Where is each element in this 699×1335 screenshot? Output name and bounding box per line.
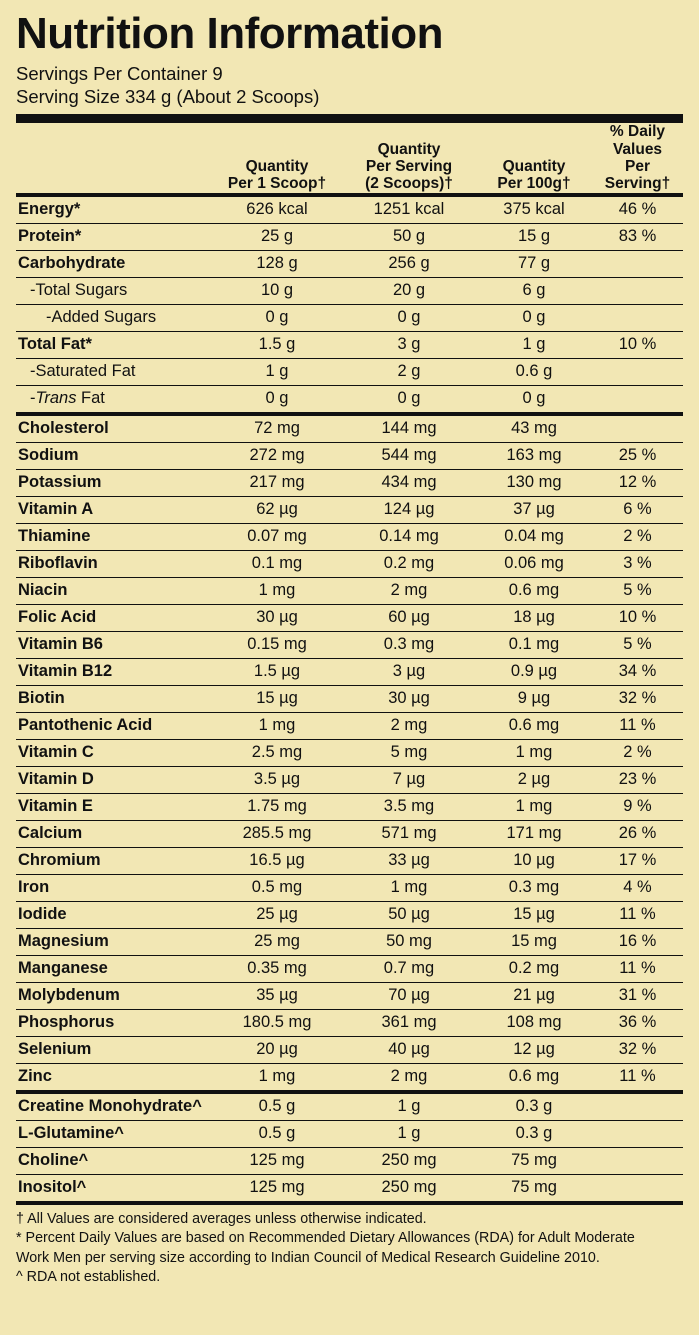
nutrient-name: Energy* xyxy=(16,195,212,224)
table-row xyxy=(16,820,683,847)
table-row xyxy=(16,739,683,766)
value-per-serving: 50 mg xyxy=(342,928,476,955)
nutrient-name: Riboflavin xyxy=(16,550,212,577)
value-per-100g: 15 g xyxy=(476,223,592,250)
value-per-100g: 75 mg xyxy=(476,1147,592,1174)
table-row xyxy=(16,631,683,658)
nutrient-name: Choline^ xyxy=(16,1147,212,1174)
value-per-scoop: 272 mg xyxy=(212,442,342,469)
value-per-scoop: 1.5 g xyxy=(212,331,342,358)
value-per-serving: 3 g xyxy=(342,331,476,358)
table-row xyxy=(16,1147,683,1174)
value-daily-percent: 5 % xyxy=(592,631,683,658)
nutrient-name: -Added Sugars xyxy=(16,304,212,331)
value-per-scoop: 25 µg xyxy=(212,901,342,928)
value-daily-percent: 5 % xyxy=(592,577,683,604)
serving-size: Serving Size 334 g (About 2 Scoops) xyxy=(16,86,320,108)
value-daily-percent: 36 % xyxy=(592,1009,683,1036)
value-per-scoop: 72 mg xyxy=(212,414,342,443)
footnote-dagger: † All Values are considered averages unless otherwise indicated. xyxy=(16,1210,427,1227)
table-row xyxy=(16,1063,683,1092)
nutrient-name: Selenium xyxy=(16,1036,212,1063)
table-row xyxy=(16,550,683,577)
table-row xyxy=(16,577,683,604)
nutrition-table xyxy=(16,123,683,1093)
value-per-serving: 33 µg xyxy=(342,847,476,874)
table-row xyxy=(16,847,683,874)
value-per-serving: 2 mg xyxy=(342,712,476,739)
nutrient-name: Pantothenic Acid xyxy=(16,712,212,739)
value-per-scoop: 62 µg xyxy=(212,496,342,523)
nutrient-name: Iron xyxy=(16,874,212,901)
table-row xyxy=(16,496,683,523)
value-per-serving: 1 g xyxy=(342,1120,476,1147)
table-row xyxy=(16,1009,683,1036)
value-daily-percent: 9 % xyxy=(592,793,683,820)
value-per-serving: 2 g xyxy=(342,358,476,385)
value-per-serving: 0.3 mg xyxy=(342,631,476,658)
value-per-scoop: 0 g xyxy=(212,385,342,414)
value-per-100g: 0.06 mg xyxy=(476,550,592,577)
value-daily-percent: 4 % xyxy=(592,874,683,901)
value-daily-percent: 16 % xyxy=(592,928,683,955)
value-daily-percent xyxy=(592,277,683,304)
value-daily-percent xyxy=(592,1094,683,1121)
nutrient-name: Carbohydrate xyxy=(16,250,212,277)
servings-per-container: Servings Per Container 9 xyxy=(16,63,223,84)
value-per-100g: 15 mg xyxy=(476,928,592,955)
table-row xyxy=(16,928,683,955)
column-header-per-100g: Quantity Per 100g† xyxy=(476,123,592,194)
value-per-scoop: 1 mg xyxy=(212,1063,342,1092)
value-per-serving: 7 µg xyxy=(342,766,476,793)
value-per-100g: 77 g xyxy=(476,250,592,277)
value-per-100g: 37 µg xyxy=(476,496,592,523)
value-daily-percent: 12 % xyxy=(592,469,683,496)
value-per-100g: 1 g xyxy=(476,331,592,358)
nutrient-name: Manganese xyxy=(16,955,212,982)
value-per-100g: 0.3 g xyxy=(476,1094,592,1121)
table-row xyxy=(16,874,683,901)
value-daily-percent: 10 % xyxy=(592,604,683,631)
value-daily-percent: 2 % xyxy=(592,523,683,550)
value-per-100g: 0.6 mg xyxy=(476,1063,592,1092)
nutrient-name: Vitamin C xyxy=(16,739,212,766)
table-row xyxy=(16,1120,683,1147)
page-title: Nutrition Information xyxy=(16,9,443,58)
value-daily-percent: 26 % xyxy=(592,820,683,847)
table-row xyxy=(16,223,683,250)
nutrient-name: -Saturated Fat xyxy=(16,358,212,385)
divider-top xyxy=(16,114,683,123)
value-per-100g: 1 mg xyxy=(476,739,592,766)
nutrient-name: Phosphorus xyxy=(16,1009,212,1036)
value-per-100g: 0.6 mg xyxy=(476,712,592,739)
footnote-asterisk-line2: Work Men per serving size according to Indian Council of Medical Research Guideline 2010. xyxy=(16,1249,600,1266)
value-per-serving: 2 mg xyxy=(342,1063,476,1092)
value-per-100g: 2 µg xyxy=(476,766,592,793)
value-per-serving: 124 µg xyxy=(342,496,476,523)
nutrient-name: Calcium xyxy=(16,820,212,847)
table-row xyxy=(16,442,683,469)
value-per-serving: 434 mg xyxy=(342,469,476,496)
nutrient-name: Vitamin A xyxy=(16,496,212,523)
value-per-100g: 6 g xyxy=(476,277,592,304)
value-daily-percent xyxy=(592,304,683,331)
value-per-100g: 0.3 mg xyxy=(476,874,592,901)
table-row xyxy=(16,469,683,496)
value-per-scoop: 16.5 µg xyxy=(212,847,342,874)
value-daily-percent: 46 % xyxy=(592,195,683,224)
value-per-100g: 0.6 g xyxy=(476,358,592,385)
table-row xyxy=(16,955,683,982)
value-per-scoop: 0.07 mg xyxy=(212,523,342,550)
value-per-scoop: 25 g xyxy=(212,223,342,250)
table-row xyxy=(16,1174,683,1203)
value-per-serving: 20 g xyxy=(342,277,476,304)
value-daily-percent xyxy=(592,1174,683,1203)
value-per-serving: 1 g xyxy=(342,1094,476,1121)
value-daily-percent: 11 % xyxy=(592,712,683,739)
table-row xyxy=(16,982,683,1009)
value-per-100g: 0.6 mg xyxy=(476,577,592,604)
table-row xyxy=(16,277,683,304)
value-daily-percent: 17 % xyxy=(592,847,683,874)
value-per-scoop: 10 g xyxy=(212,277,342,304)
value-daily-percent: 3 % xyxy=(592,550,683,577)
value-per-100g: 130 mg xyxy=(476,469,592,496)
value-per-scoop: 30 µg xyxy=(212,604,342,631)
value-daily-percent xyxy=(592,1147,683,1174)
value-per-scoop: 285.5 mg xyxy=(212,820,342,847)
nutrient-name: Creatine Monohydrate^ xyxy=(16,1094,212,1121)
table-row xyxy=(16,1094,683,1121)
value-per-serving: 0.14 mg xyxy=(342,523,476,550)
value-daily-percent xyxy=(592,250,683,277)
value-daily-percent: 10 % xyxy=(592,331,683,358)
value-per-serving: 50 g xyxy=(342,223,476,250)
nutrition-table-extra xyxy=(16,1094,683,1205)
value-per-scoop: 35 µg xyxy=(212,982,342,1009)
footnotes xyxy=(16,1205,683,1287)
table-row xyxy=(16,331,683,358)
table-row xyxy=(16,385,683,414)
value-per-serving: 5 mg xyxy=(342,739,476,766)
nutrient-name: Niacin xyxy=(16,577,212,604)
table-row xyxy=(16,250,683,277)
value-daily-percent: 32 % xyxy=(592,1036,683,1063)
column-header-per-serving: Quantity Per Serving (2 Scoops)† xyxy=(342,123,476,194)
value-per-serving: 60 µg xyxy=(342,604,476,631)
value-per-100g: 1 mg xyxy=(476,793,592,820)
column-header-daily-values: % Daily Values Per Serving† xyxy=(592,123,683,194)
nutrient-name: Vitamin E xyxy=(16,793,212,820)
value-per-scoop: 180.5 mg xyxy=(212,1009,342,1036)
value-per-100g: 10 µg xyxy=(476,847,592,874)
value-daily-percent xyxy=(592,358,683,385)
value-per-serving: 1 mg xyxy=(342,874,476,901)
value-per-100g: 18 µg xyxy=(476,604,592,631)
table-row xyxy=(16,358,683,385)
nutrient-name: Thiamine xyxy=(16,523,212,550)
value-daily-percent xyxy=(592,414,683,443)
nutrient-name: Sodium xyxy=(16,442,212,469)
value-per-100g: 108 mg xyxy=(476,1009,592,1036)
value-daily-percent: 34 % xyxy=(592,658,683,685)
value-per-100g: 0.2 mg xyxy=(476,955,592,982)
value-per-serving: 0.2 mg xyxy=(342,550,476,577)
value-daily-percent: 6 % xyxy=(592,496,683,523)
table-row xyxy=(16,195,683,224)
column-header-name xyxy=(16,123,212,194)
value-per-scoop: 0.15 mg xyxy=(212,631,342,658)
table-row xyxy=(16,901,683,928)
value-per-100g: 43 mg xyxy=(476,414,592,443)
nutrient-name: Protein* xyxy=(16,223,212,250)
value-per-serving: 571 mg xyxy=(342,820,476,847)
value-per-scoop: 626 kcal xyxy=(212,195,342,224)
footnote-caret: ^ RDA not established. xyxy=(16,1269,161,1286)
nutrient-name: Total Fat* xyxy=(16,331,212,358)
table-row xyxy=(16,793,683,820)
value-per-100g: 21 µg xyxy=(476,982,592,1009)
value-per-serving: 144 mg xyxy=(342,414,476,443)
nutrient-name: Molybdenum xyxy=(16,982,212,1009)
value-per-100g: 15 µg xyxy=(476,901,592,928)
value-per-scoop: 20 µg xyxy=(212,1036,342,1063)
value-per-scoop: 0.5 g xyxy=(212,1094,342,1121)
value-per-scoop: 0.35 mg xyxy=(212,955,342,982)
value-daily-percent: 25 % xyxy=(592,442,683,469)
value-per-100g: 375 kcal xyxy=(476,195,592,224)
footnote-asterisk-line1: * Percent Daily Values are based on Recommended Dietary Allowances (RDA) for Adult Moderate xyxy=(16,1230,635,1247)
value-per-100g: 0 g xyxy=(476,304,592,331)
table-row xyxy=(16,766,683,793)
value-per-scoop: 1 g xyxy=(212,358,342,385)
value-per-100g: 0.3 g xyxy=(476,1120,592,1147)
value-per-scoop: 125 mg xyxy=(212,1174,342,1203)
nutrient-name: Chromium xyxy=(16,847,212,874)
nutrient-name: Iodide xyxy=(16,901,212,928)
nutrient-name: Folic Acid xyxy=(16,604,212,631)
table-row xyxy=(16,604,683,631)
value-per-serving: 30 µg xyxy=(342,685,476,712)
value-per-serving: 0 g xyxy=(342,304,476,331)
nutrient-name: Inositol^ xyxy=(16,1174,212,1203)
value-daily-percent: 83 % xyxy=(592,223,683,250)
table-row xyxy=(16,1036,683,1063)
value-per-scoop: 217 mg xyxy=(212,469,342,496)
value-per-serving: 50 µg xyxy=(342,901,476,928)
column-header-per-scoop: Quantity Per 1 Scoop† xyxy=(212,123,342,194)
value-per-serving: 70 µg xyxy=(342,982,476,1009)
value-per-scoop: 128 g xyxy=(212,250,342,277)
nutrient-name: Magnesium xyxy=(16,928,212,955)
value-daily-percent xyxy=(592,385,683,414)
value-per-scoop: 15 µg xyxy=(212,685,342,712)
value-daily-percent xyxy=(592,1120,683,1147)
value-per-scoop: 3.5 µg xyxy=(212,766,342,793)
value-per-scoop: 1 mg xyxy=(212,577,342,604)
table-body-extra xyxy=(16,1094,683,1203)
value-per-scoop: 25 mg xyxy=(212,928,342,955)
table-row xyxy=(16,414,683,443)
value-per-100g: 0.9 µg xyxy=(476,658,592,685)
value-per-100g: 0 g xyxy=(476,385,592,414)
table-body-main xyxy=(16,195,683,1092)
value-daily-percent: 11 % xyxy=(592,1063,683,1092)
nutrient-name: Vitamin B6 xyxy=(16,631,212,658)
value-per-scoop: 1 mg xyxy=(212,712,342,739)
table-row xyxy=(16,523,683,550)
value-per-scoop: 1.5 µg xyxy=(212,658,342,685)
table-header xyxy=(16,123,683,194)
value-daily-percent: 11 % xyxy=(592,901,683,928)
value-per-serving: 544 mg xyxy=(342,442,476,469)
value-per-serving: 250 mg xyxy=(342,1147,476,1174)
value-per-scoop: 0.5 mg xyxy=(212,874,342,901)
nutrient-name: Vitamin D xyxy=(16,766,212,793)
nutrient-name: Vitamin B12 xyxy=(16,658,212,685)
value-per-scoop: 125 mg xyxy=(212,1147,342,1174)
value-daily-percent: 11 % xyxy=(592,955,683,982)
value-per-serving: 1251 kcal xyxy=(342,195,476,224)
value-per-serving: 2 mg xyxy=(342,577,476,604)
value-per-serving: 3 µg xyxy=(342,658,476,685)
value-per-scoop: 0.1 mg xyxy=(212,550,342,577)
value-per-scoop: 1.75 mg xyxy=(212,793,342,820)
table-row xyxy=(16,712,683,739)
value-per-100g: 9 µg xyxy=(476,685,592,712)
value-per-scoop: 0.5 g xyxy=(212,1120,342,1147)
table-row xyxy=(16,304,683,331)
nutrient-name: Potassium xyxy=(16,469,212,496)
value-per-serving: 250 mg xyxy=(342,1174,476,1203)
value-per-serving: 256 g xyxy=(342,250,476,277)
value-per-100g: 0.04 mg xyxy=(476,523,592,550)
value-daily-percent: 31 % xyxy=(592,982,683,1009)
nutrient-name: L-Glutamine^ xyxy=(16,1120,212,1147)
value-per-serving: 361 mg xyxy=(342,1009,476,1036)
value-per-100g: 171 mg xyxy=(476,820,592,847)
value-per-scoop: 0 g xyxy=(212,304,342,331)
value-daily-percent: 2 % xyxy=(592,739,683,766)
value-daily-percent: 23 % xyxy=(592,766,683,793)
value-per-serving: 40 µg xyxy=(342,1036,476,1063)
value-per-100g: 163 mg xyxy=(476,442,592,469)
nutrient-name: Cholesterol xyxy=(16,414,212,443)
table-row xyxy=(16,685,683,712)
value-per-100g: 0.1 mg xyxy=(476,631,592,658)
value-per-scoop: 2.5 mg xyxy=(212,739,342,766)
value-per-serving: 0.7 mg xyxy=(342,955,476,982)
table-row xyxy=(16,658,683,685)
nutrient-name: Zinc xyxy=(16,1063,212,1092)
nutrient-name: Biotin xyxy=(16,685,212,712)
nutrient-name: -Total Sugars xyxy=(16,277,212,304)
value-per-100g: 12 µg xyxy=(476,1036,592,1063)
value-per-serving: 3.5 mg xyxy=(342,793,476,820)
value-daily-percent: 32 % xyxy=(592,685,683,712)
value-per-100g: 75 mg xyxy=(476,1174,592,1203)
nutrient-name: -Trans Fat xyxy=(16,385,212,414)
value-per-serving: 0 g xyxy=(342,385,476,414)
